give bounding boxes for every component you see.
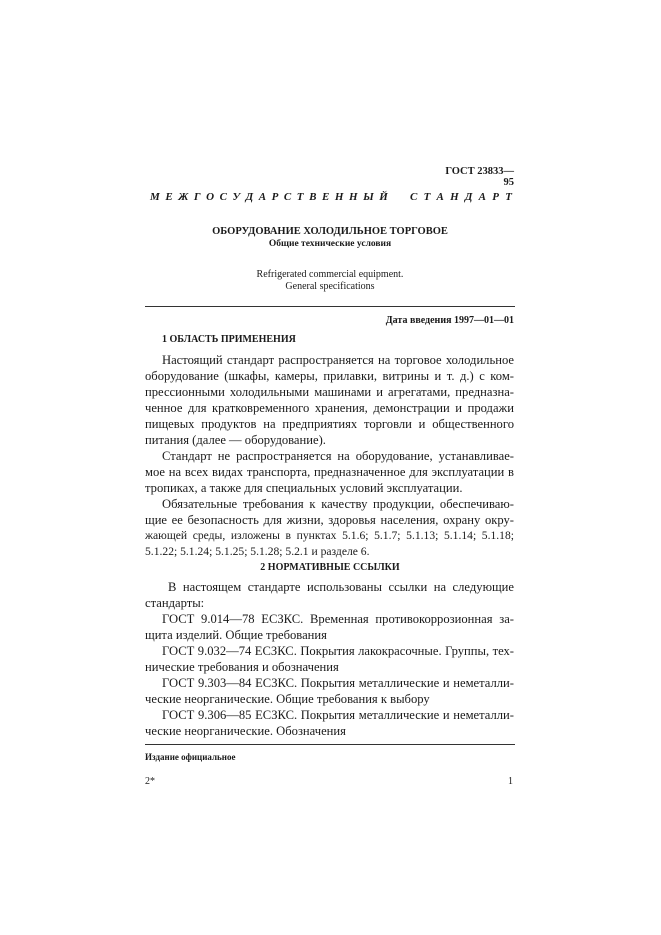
section-2-line: ческие неорганические. Общие требования к выбору <box>145 692 430 706</box>
page-number: 1 <box>508 776 513 787</box>
section-2-line: ГОСТ 9.014—78 ЕСЗКС. Временная противокоррозионная за- <box>162 612 514 626</box>
section-1-line: прессионными холодильными машинами и агрегатами, предназна- <box>145 385 514 399</box>
edition-note: Издание официальное <box>145 752 236 762</box>
section-1-line: питания (далее — оборудование). <box>145 433 326 447</box>
section-1-line: мое на всех видах транспорта, предназначенное для эксплуатации в <box>145 465 514 479</box>
banner-letter: А <box>478 191 487 203</box>
section-1-line: пищевых продуктов на предприятиях торговли и общественного <box>145 417 514 431</box>
banner-letter: С <box>219 191 227 203</box>
banner-letter: А <box>436 191 444 203</box>
banner-letter: Й <box>379 191 388 203</box>
banner-letter: О <box>206 191 215 203</box>
section-2-line: ГОСТ 9.032—74 ЕСЗКС. Покрытия лакокрасочные. Группы, тех- <box>162 644 514 658</box>
banner-letter: М <box>150 191 160 203</box>
section-1-line: оборудование (шкафы, камеры, прилавки, витрины и т. д.) с ком- <box>145 369 514 383</box>
banner-letter: В <box>309 191 317 203</box>
banner-letter: Р <box>271 191 279 203</box>
banner-letter: Т <box>505 191 512 203</box>
section-1-heading: 1 ОБЛАСТЬ ПРИМЕНЕНИЯ <box>162 334 296 345</box>
section-1-line: Обязательные требования к качеству продукции, обеспечиваю- <box>162 497 514 511</box>
english-title-line-1: Refrigerated commercial equipment. <box>256 269 404 280</box>
standard-word <box>410 191 512 203</box>
banner-letter: Д <box>464 191 473 203</box>
english-title-line-2: General specifications <box>285 281 375 292</box>
banner-letter: У <box>232 191 241 203</box>
section-1-line: Настоящий стандарт распространяется на торговое холодильное <box>162 353 514 367</box>
banner-letter: Н <box>334 191 344 203</box>
section-1-line: жающей среды, изложены в пунктах 5.1.6; 5.1.7; 5.1.13; 5.1.14; 5.1.18; <box>145 529 514 542</box>
footnote-rule <box>145 744 515 745</box>
section-1-line: щие ее безопасность для жизни, здоровья населения, охрану окру- <box>145 513 514 527</box>
signature-mark: 2* <box>145 776 155 787</box>
banner-letter: А <box>258 191 267 203</box>
section-2-heading: 2 НОРМАТИВНЫЕ ССЫЛКИ <box>260 562 400 573</box>
section-2-line: ческие неорганические. Обозначения <box>145 724 346 738</box>
section-1-line: Стандарт не распространяется на оборудование, устанавливае- <box>162 449 514 463</box>
banner-letter: Н <box>450 191 459 203</box>
section-1-line: ченное для кратковременного хранения, демонстрации и продажи <box>145 401 514 415</box>
banner-letter: Ж <box>178 191 189 203</box>
section-2-line: ГОСТ 9.306—85 ЕСЗКС. Покрытия металлические и неметалли- <box>162 708 514 722</box>
interstate-word <box>150 191 388 203</box>
banner-letter: Р <box>492 191 499 203</box>
interstate-standard-banner <box>150 191 512 203</box>
section-2-line: стандарты: <box>145 596 205 610</box>
document-subtitle: Общие технические условия <box>268 239 392 249</box>
section-2-line: нические требования и обозначения <box>145 660 339 674</box>
banner-letter: Т <box>296 191 304 203</box>
banner-letter: Ы <box>363 191 374 203</box>
introduction-date: Дата введения 1997—01—01 <box>385 315 514 326</box>
section-2-line: щита изделий. Общие требования <box>145 628 327 642</box>
section-1-line: 5.1.22; 5.1.24; 5.1.25; 5.1.28; 5.2.1 и разделе 6. <box>145 545 370 558</box>
section-2-line: В настоящем стандарте использованы ссылки на следующие <box>168 580 514 594</box>
gost-number: ГОСТ 23833—95 <box>445 166 514 188</box>
banner-letter: С <box>410 191 418 203</box>
section-2-line: ГОСТ 9.303—84 ЕСЗКС. Покрытия металлические и неметалли- <box>162 676 514 690</box>
section-1-line: тропиках, а также для специальных условий эксплуатации. <box>145 481 463 495</box>
banner-letter: Е <box>321 191 330 203</box>
banner-letter: Г <box>193 191 201 203</box>
banner-letter: Д <box>245 191 254 203</box>
document-title: ОБОРУДОВАНИЕ ХОЛОДИЛЬНОЕ ТОРГОВОЕ <box>212 226 448 237</box>
horizontal-rule <box>145 306 515 307</box>
banner-letter: Е <box>165 191 173 203</box>
banner-letter: С <box>283 191 292 203</box>
banner-letter: Н <box>348 191 358 203</box>
banner-letter: Т <box>423 191 431 203</box>
